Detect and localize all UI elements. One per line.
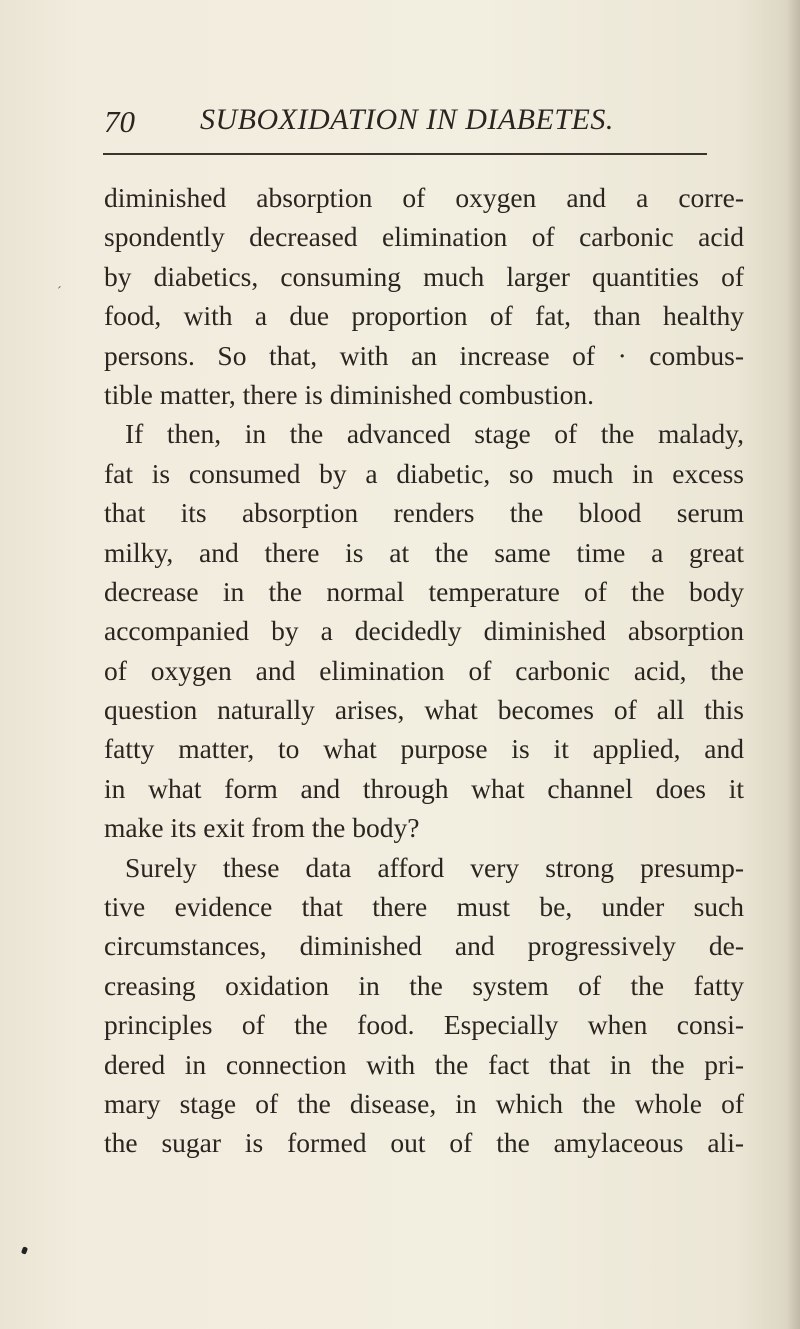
text-line: make its exit from the body? <box>104 812 420 844</box>
text-line: tive evidence that there must be, under such <box>104 891 744 923</box>
body-text <box>104 178 744 1163</box>
page-number: 70 <box>104 104 135 139</box>
text-line: decrease in the normal temperature of the body <box>104 575 744 607</box>
header-rule <box>103 153 707 155</box>
page-edge-shadow <box>786 0 800 1329</box>
text-line: by diabetics, consuming much larger quantities of <box>104 260 744 292</box>
text-line: spondently decreased elimination of carbonic acid <box>104 221 744 253</box>
text-line: dered in connection with the fact that in the pri- <box>104 1048 744 1080</box>
text-line: mary stage of the disease, in which the whole of <box>104 1087 744 1119</box>
text-line: fatty matter, to what purpose is it applied, and <box>104 733 744 765</box>
text-line: principles of the food. Especially when consi- <box>104 1009 744 1041</box>
text-line: circumstances, diminished and progressively de- <box>104 930 744 962</box>
stray-pen-mark: ˊ <box>57 285 62 300</box>
text-line: the sugar is formed out of the amylaceous ali- <box>104 1127 744 1159</box>
stray-ink-dot <box>21 1246 28 1254</box>
text-line: fat is consumed by a diabetic, so much in excess <box>104 457 744 489</box>
running-title: SUBOXIDATION IN DIABETES. <box>200 103 614 136</box>
text-line: milky, and there is at the same time a great <box>104 536 744 568</box>
text-line: tible matter, there is diminished combustion. <box>104 378 594 410</box>
text-line: diminished absorption of oxygen and a corre- <box>104 182 744 213</box>
text-line: question naturally arises, what becomes of all this <box>104 694 744 726</box>
text-line: food, with a due proportion of fat, than healthy <box>104 300 744 332</box>
text-line: that its absorption renders the blood serum <box>104 497 744 529</box>
text-line: creasing oxidation in the system of the fatty <box>104 969 744 1001</box>
text-line: of oxygen and elimination of carbonic acid, the <box>104 654 744 686</box>
text-line: persons. So that, with an increase of · combus- <box>104 339 744 371</box>
text-line: Surely these data afford very strong presump- <box>125 851 744 883</box>
text-line: in what form and through what channel does it <box>104 772 744 804</box>
text-line: accompanied by a decidedly diminished absorption <box>104 615 744 647</box>
text-line: If then, in the advanced stage of the malady, <box>125 418 744 450</box>
